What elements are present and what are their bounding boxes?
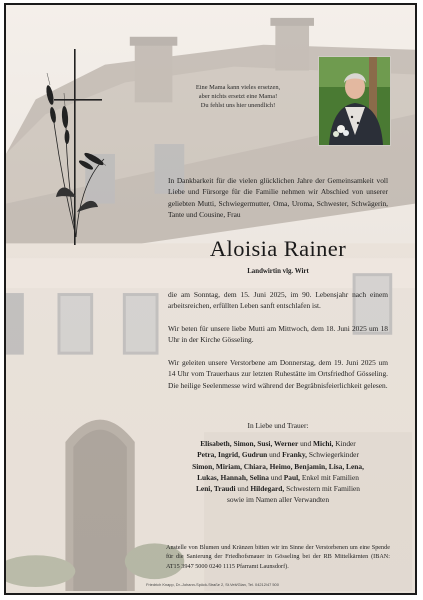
cross-wheat-icon <box>36 47 106 247</box>
conjunction: und <box>300 439 312 448</box>
conjunction: und <box>269 450 281 460</box>
grandchildren-names: Simon, Miriam, Chiara, Heimo, Benjamin, Lisa, Lena, <box>192 461 364 471</box>
child-in-law-name: Franky, <box>282 450 307 460</box>
child-name: Michi, <box>313 439 334 448</box>
grandchildren-line <box>168 472 388 483</box>
sibling-name: Hildegard, <box>250 484 285 494</box>
children-in-law-names: Petra, Ingrid, Gudrun <box>197 450 268 460</box>
relatives-line: sowie im Namen aller Verwandten <box>226 495 330 505</box>
grandchildren-label: Enkel mit Familien <box>301 472 359 482</box>
grandchildren-line <box>168 461 388 472</box>
grandchildren-names: Lukas, Hannah, Selina <box>197 472 269 482</box>
death-notice-paragraph: die am Sonntag, dem 15. Juni 2025, im 90. Lebensjahr nach einem arbeitsreichen, erfüllten Leben sanft entschlafen ist. <box>168 290 388 311</box>
deceased-subtitle: Landwirtin vlg. Wirt <box>247 268 309 275</box>
conjunction: und <box>270 472 282 482</box>
siblings-names: Leni, Traudi <box>195 484 236 494</box>
conjunction: und <box>237 484 249 494</box>
obituary-card <box>4 3 417 595</box>
siblings-label: Schwestern mit Familien <box>286 484 361 494</box>
intro-text: In Dankbarkeit für die vielen glücklichen Jahre der Gemeinsamkeit voll Liebe und Fürsorge für die Familie nehmen wir Abschied von unserer geliebten Mutti, Schwiegermutter, Oma, Uroma, Schwester, Schwägerin, Tante und Cousine, Frau <box>168 176 388 219</box>
funeral-paragraph: Wir geleiten unsere Verstorbene am Donnerstag, dem 19. Juni 2025 um 14 Uhr vom Trauerhaus zur letzten Ruhestätte im Ortsfriedhof Gösseling. Die heilige Seelenmesse wird während der Begräbnisfeierlichkeit gelesen. <box>168 358 388 390</box>
children-in-law-label: Schwiegerkinder <box>308 450 359 460</box>
children-label: Kinder <box>335 439 356 448</box>
deceased-name: Aloisia Rainer <box>209 236 347 261</box>
children-in-law-line <box>168 449 388 460</box>
mourners-list <box>168 438 388 506</box>
footer-funeral-home: Friedrich Knapp, Dr.-Johann-Spöck-Straße 2, St.Veit/Glan, Tel. 04212/47 500 <box>146 582 279 587</box>
portrait-photo <box>318 56 391 146</box>
quote-line: Du fehlst uns hier unendlich! <box>200 101 276 109</box>
quote-line: aber nichts ersetzt eine Mama! <box>198 92 278 100</box>
donation-text: Anstelle von Blumen und Kränzen bitten wir im Sinne der Verstorbenen um eine Spende für die Sanierung der Friedhofsmauer in Gösseling bei der RB Mittelkärnten (IBAN: AT15 3947 5000 0240 1115 Pfarramt Launsdorf). <box>166 544 390 570</box>
children-line <box>168 438 388 449</box>
quote-line: Eine Mama kann vieles ersetzen, <box>195 84 281 91</box>
children-names: Elisabeth, Simon, Susi, Werner <box>200 439 299 448</box>
grandchild-name: Paul, <box>283 472 300 482</box>
mourners-title: In Liebe und Trauer: <box>247 421 309 430</box>
quote-block <box>172 84 304 110</box>
siblings-line <box>168 483 388 494</box>
prayer-paragraph: Wir beten für unsere liebe Mutti am Mittwoch, dem 18. Juni 2025 um 18 Uhr in der Kirche Gösseling. <box>168 324 388 345</box>
